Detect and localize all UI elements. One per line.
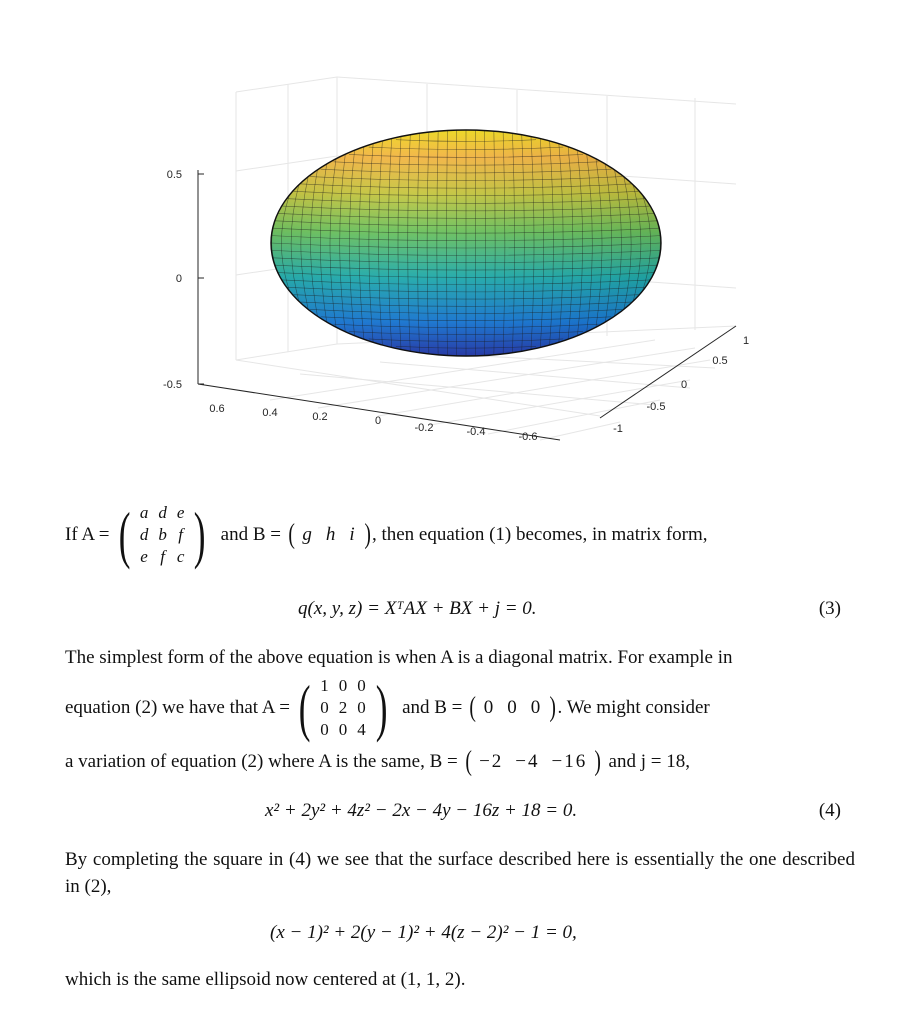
might-consider: . We might consider [557,697,710,718]
x-tick-label: -0.2 [414,422,434,434]
and-j-text: and j = 18, [608,751,690,772]
matrix-a-cell: e [140,547,148,566]
equation-5: (x − 1)² + 2(y − 1)² + 4(z − 2)² − 1 = 0, [270,922,577,943]
eq2-intro: equation (2) we have that A = [65,697,290,718]
matrix-diag-cell: 4 [357,720,366,739]
vector-b-entry: i [349,524,357,545]
x-tick-label: 0 [374,415,382,427]
matrix-diag-cell: 1 [320,676,329,695]
then-text: , then equation (1) becomes, in matrix form, [371,524,708,545]
x-tick-label: 0.2 [312,411,328,423]
paragraph-2: By completing the square in (4) we see that the surface described here is essentially the one described in (2), [65,849,855,897]
matrix-diag-cell: 0 [357,676,366,695]
matrix-a-cell: d [158,503,167,522]
and-b2-label: and B = [402,697,463,718]
y-tick-label: 0.5 [712,355,728,367]
equation-3: q(x, y, z) = XᵀAX + BX + j = 0. [298,598,537,619]
vector-b-zero [478,697,549,719]
matrix-a [135,502,190,568]
if-a-label: If A = [65,524,110,545]
x-tick-label: 0.4 [262,407,278,419]
matrix-a-cell: a [139,503,149,522]
vector-b-zero-entry: 0 [530,697,543,718]
matrix-a-cell: b [158,525,167,544]
ellipsoid-surface-plot [0,0,919,470]
z-tick-label: 0 [175,273,182,285]
matrix-a-cell: c [176,547,185,566]
equation-3-number: (3) [818,598,841,619]
vector-b-zero-entry: 0 [483,697,496,718]
matrix-diag-cell: 0 [320,720,329,739]
equation-4: x² + 2y² + 4z² − 2x − 4y − 16z + 18 = 0. [265,800,578,821]
equation-4-number: (4) [818,800,841,821]
matrix-a-cell: f [178,525,183,544]
matrix-diag-cell: 0 [357,698,366,717]
y-tick-label: 1 [742,335,750,347]
x-tick-label: 0.6 [209,403,225,415]
y-tick-label: -0.5 [646,401,666,413]
matrix-diag-cell: 2 [338,698,348,717]
vector-b-entry: h [325,524,338,545]
vector-b-entry: g [302,524,314,545]
vector-b [296,524,362,546]
matrix-a-cell: d [139,525,149,544]
matrix-diag-cell: 0 [338,676,348,695]
ellipsoid-mesh [271,130,661,356]
right-paren: ) [194,499,206,570]
z-tick-label: -0.5 [163,379,182,391]
vector-b-variation-entry: −2 [479,751,504,772]
matrix-diag [315,675,371,741]
vector-b-variation [473,751,593,773]
matrix-diag-cell: 0 [320,698,329,717]
vector-b-zero-entry: 0 [507,697,519,718]
left-paren: ( [118,499,131,570]
y-tick-label: 0 [680,379,688,391]
vector-b-variation-entry: −4 [515,751,540,772]
matrix-a-cell: e [176,503,185,522]
conclusion: which is the same ellipsoid now centered at (1, 1, 2). [65,969,466,990]
matrix-diag-cell: 0 [338,720,348,739]
variation-text: a variation of equation (2) where A is the same, B = [65,751,458,772]
vector-b-variation-entry: −16 [551,751,588,772]
z-tick-label: 0.5 [166,169,182,181]
paragraph-1: The simplest form of the above equation is when A is a diagonal matrix. For example in [65,647,733,668]
matrix-a-cell: f [160,547,165,566]
and-b-label: and B = [220,524,281,545]
y-tick-label: -1 [613,423,623,435]
x-tick-label: -0.4 [466,426,486,438]
x-tick-label: -0.6 [518,431,538,443]
